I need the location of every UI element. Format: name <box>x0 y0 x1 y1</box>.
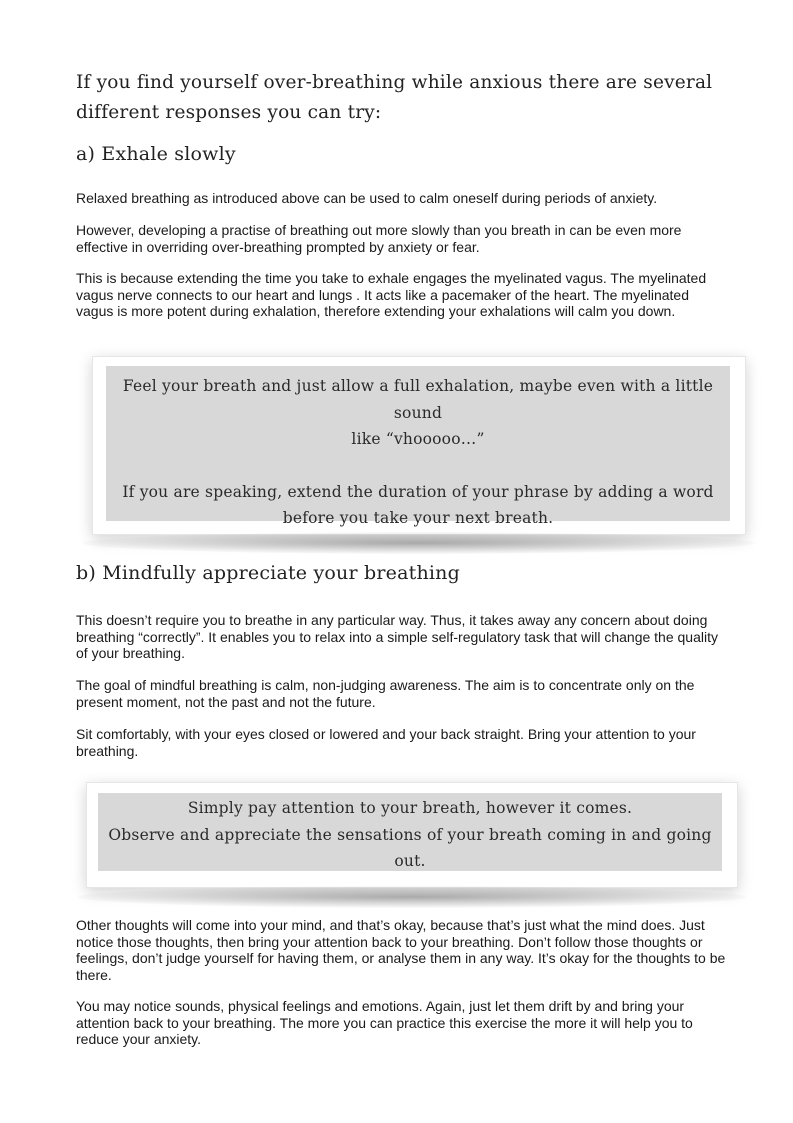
callout-exhale-line-3: If you are speaking, extend the duration of your phrase by adding a word <box>122 482 714 501</box>
heading-exhale-slowly: a) Exhale slowly <box>76 143 236 165</box>
paragraph-relaxed-breathing: Relaxed breathing as introduced above can be used to calm oneself during periods of anxiety. <box>76 190 658 206</box>
paragraph-notice-sounds: You may notice sounds, physical feelings and emotions. Again, just let them drift by and bring your attention back to your breathing. The more you can practice this exercise the more it will help you to reduce your anxiety. <box>76 998 693 1047</box>
callout-exhale-line-4: before you take your next breath. <box>282 509 554 527</box>
intro-text: If you find yourself over-breathing while anxious there are several different responses you can try: <box>76 72 713 123</box>
callout-mindful-line-2: Observe and appreciate the sensations of your breath coming in and going out. <box>108 825 712 870</box>
callout-shadow-mindful <box>78 886 746 908</box>
paragraph-no-particular-way: This doesn’t require you to breathe in any particular way. Thus, it takes away any concern about doing breathing “correctly”. It enables you to relax into a simple self-regulatory task that will change the quality of your breathing. <box>76 612 718 661</box>
paragraph-sit-comfortably: Sit comfortably, with your eyes closed or lowered and your back straight. Bring your attention to your breathing. <box>76 726 696 759</box>
callout-mindful <box>98 793 722 871</box>
callout-mindful-line-1: Simply pay attention to your breath, however it comes. <box>187 799 633 817</box>
callout-exhale-line-2: like “vhooooo…” <box>351 430 485 448</box>
heading-mindfully-appreciate: b) Mindfully appreciate your breathing <box>76 562 460 584</box>
paragraph-myelinated-vagus: This is because extending the time you take to exhale engages the myelinated vagus. The myelinated vagus nerve connects to our heart and lungs . It acts like a pacemaker of the heart. The myelinated vagus is more potent during exhalation, therefore extending your exhalations will calm you down. <box>76 270 707 319</box>
callout-exhale-line-1: Feel your breath and just allow a full exhalation, maybe even with a little sound <box>122 377 714 422</box>
callout-exhale-spacer <box>106 453 730 479</box>
callout-exhale <box>106 366 730 527</box>
paragraph-practise-breathing-out: However, developing a practise of breathing out more slowly than you breath in can be even more effective in overriding over-breathing prompted by anxiety or fear. <box>76 222 682 255</box>
paragraph-goal-mindful-breathing: The goal of mindful breathing is calm, non-judging awareness. The aim is to concentrate only on the present moment, not the past and not the future. <box>76 677 695 710</box>
callout-shadow-exhale <box>82 532 754 554</box>
paragraph-other-thoughts: Other thoughts will come into your mind, and that’s okay, because that’s just what the mind does. Just notice those thoughts, then bring your attention back to your breathing. Don’t follow those thoughts or feelings, don’t judge yourself for having them, or analyse them in any way. It’s okay for the thoughts to be there. <box>76 917 726 983</box>
